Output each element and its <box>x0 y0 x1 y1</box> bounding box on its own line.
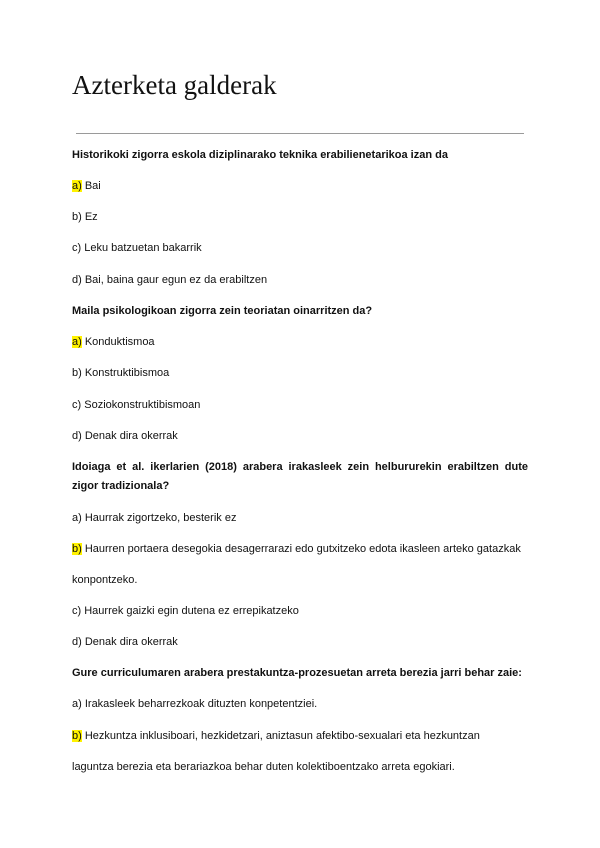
option-letter: d) <box>72 430 82 442</box>
q1-option-c <box>72 241 202 255</box>
option-letter: c) <box>72 605 82 617</box>
option-text: Hezkuntza inklusiboari, hezkidetzari, aniztasun afektibo-sexualari eta hezkuntzan <box>84 730 480 742</box>
answer-letter-highlighted: a) <box>72 180 82 192</box>
answer-letter-highlighted: b) <box>72 543 82 555</box>
option-text: Bai <box>84 180 101 192</box>
option-letter: b) <box>72 367 82 379</box>
answer-letter-highlighted: b) <box>72 730 82 742</box>
q2-option-c <box>72 398 200 412</box>
option-text: Leku batzuetan bakarrik <box>84 242 202 254</box>
q1-option-a <box>72 179 101 193</box>
question-3-line-1: Idoiaga et al. ikerlarien (2018) arabera irakasleek zein helbururekin erabiltzen dute <box>72 461 528 473</box>
q2-option-a <box>72 335 155 349</box>
option-text: Soziokonstruktibismoan <box>84 399 201 411</box>
option-text: Konduktismoa <box>84 336 155 348</box>
option-letter: c) <box>72 242 82 254</box>
option-text: Ez <box>84 211 98 223</box>
q4-option-b-continued: laguntza berezia eta berariazkoa behar duten kolektiboentzako arreta egokiari. <box>72 761 455 773</box>
q3-option-b-continued: konpontzeko. <box>72 574 138 586</box>
q3-option-b <box>72 542 521 556</box>
q1-option-b <box>72 210 98 224</box>
option-text: Denak dira okerrak <box>84 636 178 648</box>
option-text: Konstruktibismoa <box>84 367 170 379</box>
option-text: Bai, baina gaur egun ez da erabiltzen <box>84 274 268 286</box>
option-text: Irakasleek beharrezkoak dituzten konpetentziei. <box>84 698 318 710</box>
q3-option-a <box>72 511 236 525</box>
option-letter: a) <box>72 698 82 710</box>
title-divider <box>76 133 524 134</box>
document-title: Azterketa galderak <box>72 70 277 100</box>
option-letter: b) <box>72 211 82 223</box>
question-4: Gure curriculumaren arabera prestakuntza-prozesuetan arreta berezia jarri behar zaie: <box>72 667 522 679</box>
option-text: Haurren portaera desegokia desagerrarazi edo gutxitzeko edota ikasleen arteko gatazkak <box>84 543 521 555</box>
option-text: Haurrek gaizki egin dutena ez errepikatzeko <box>84 605 299 617</box>
option-text: Haurrak zigortzeko, besterik ez <box>84 512 237 524</box>
question-1: Historikoki zigorra eskola diziplinarako teknika erabilienetarikoa izan da <box>72 149 448 161</box>
q3-option-d <box>72 635 178 649</box>
q1-option-d <box>72 273 267 287</box>
question-2: Maila psikologikoan zigorra zein teoriatan oinarritzen da? <box>72 305 373 317</box>
option-letter: d) <box>72 274 82 286</box>
answer-letter-highlighted: a) <box>72 336 82 348</box>
q2-option-b <box>72 366 169 380</box>
option-letter: a) <box>72 512 82 524</box>
option-letter: c) <box>72 399 82 411</box>
q4-option-a <box>72 697 317 711</box>
q4-option-b <box>72 729 480 743</box>
option-letter: d) <box>72 636 82 648</box>
q2-option-d <box>72 429 178 443</box>
question-3-line-2: zigor tradizionala? <box>72 480 170 492</box>
q3-option-c <box>72 604 299 618</box>
option-text: Denak dira okerrak <box>84 430 178 442</box>
